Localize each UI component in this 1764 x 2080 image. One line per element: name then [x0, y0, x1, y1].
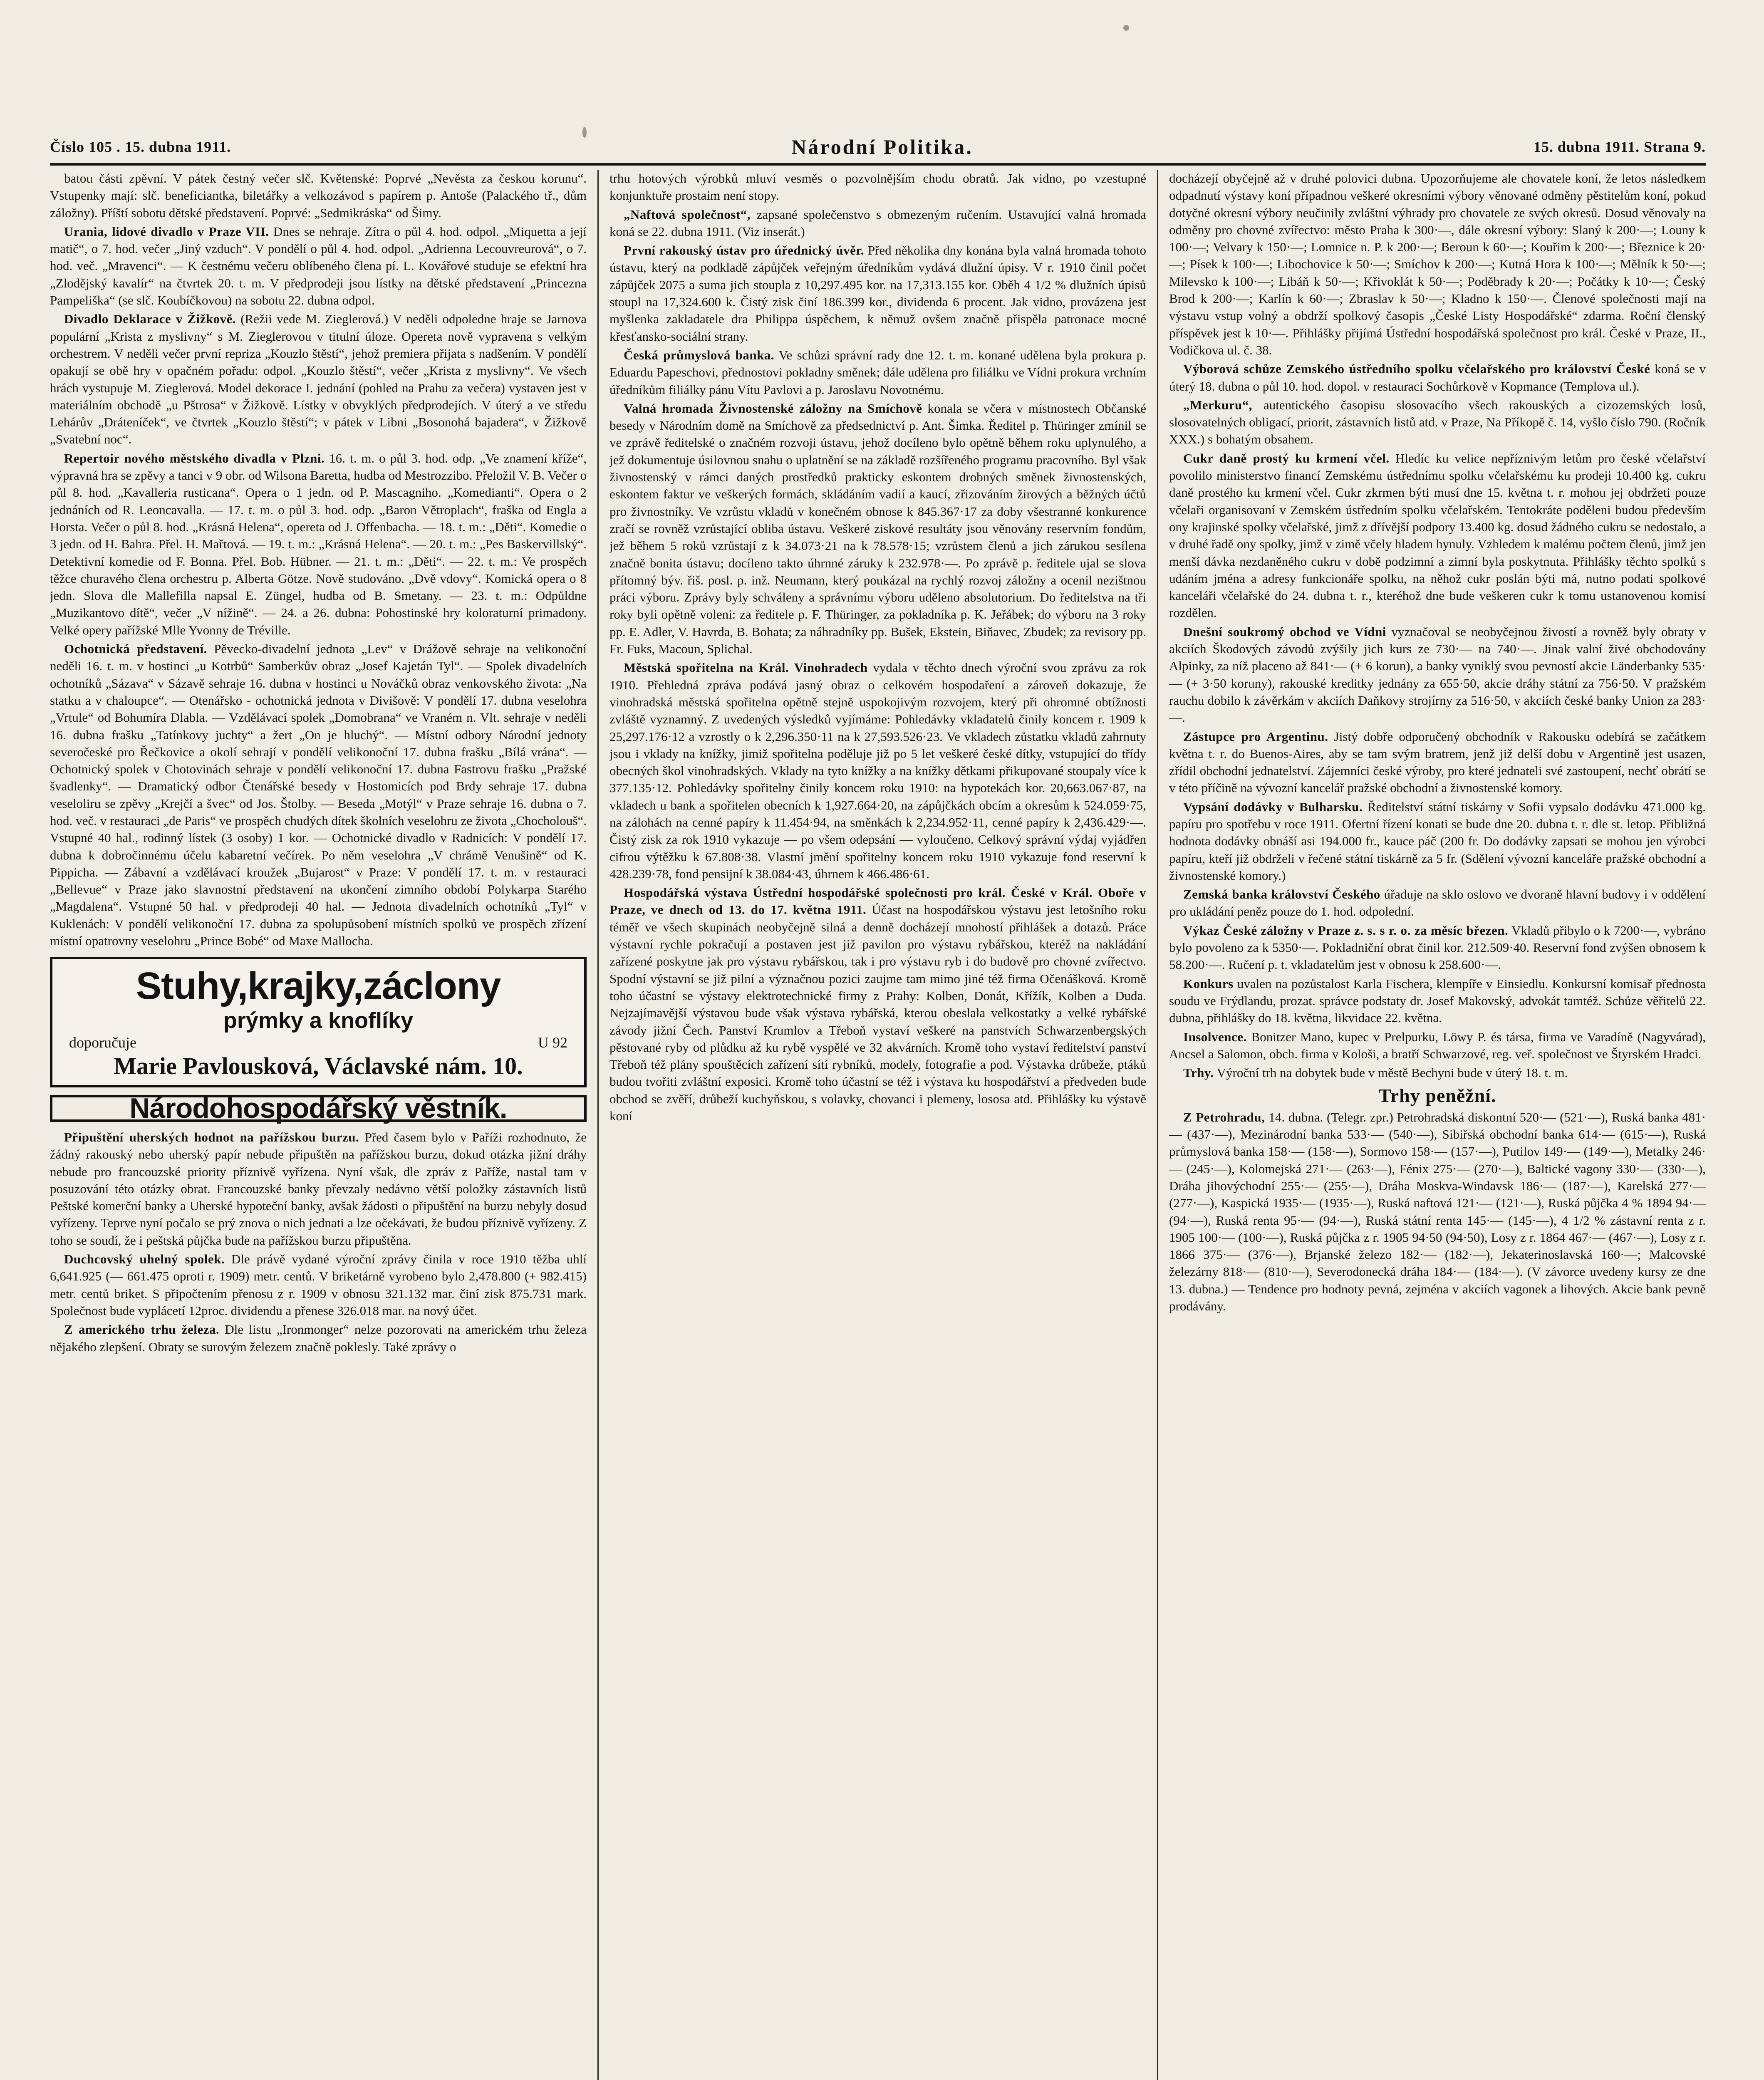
article-text: (Režii vede M. Zieglerová.) V neděli odpoledne hraje se Jarnova populární „Krista z myslivny“ s M. Zieglerovou v titulní úloze. Opereta nově vypravena s velkým orchestrem. V neděli večer první repriza „Kouzlo štěstí“, jehož premiera přijata s nadšením. V pondělí opakují se obě hry v opačném pořadu: odpol. „Kouzlo štěstí“, večer „Krista z myslivny“. Ve všech hrách vystupuje M. Zieglerová. Model dekorace I. jednání (pohled na Prahu za večera) vystaven jest v materiálním obchodě „u Pštrosa“ v Žižkově. Lístky v obvyklých předprodejích. V úterý a ve středu Lehárův „Dráteníček“, ve čtvrtek „Kouzlo štěstí“; v pátek v Libni „Bosonohá bajadera“, v Žižkově „Svatební noc“.: [50, 312, 587, 447]
article-text: Dnes se nehraje. Zítra o půl 4. hod. odpol. „Miquetta a její matič“, o 7. hod. večer „Jiný vzduch“. V pondělí o půl 4. hod. odpol. „Adrienna Lecouvreurová“, o 7. hod. več. „Mravenci“. — K čestnému večeru oblíbeného člena pí. L. Kovářové studuje se efektní hra „Zlodějský kavalír“ na čtvrtek 20. t. m. V předprodeji jsou lístky na dětské představení „Princezna Pampeliška“ (se slč. Koubíčkovou) na sobotu 22. dubna odpol.: [50, 224, 587, 308]
paper-speck: [1123, 25, 1129, 31]
article-headline: Konkurs: [1183, 976, 1234, 991]
article: [50, 223, 587, 309]
article-text: Ve schůzi správní rady dne 12. t. m. konané udělena byla prokura p. Eduardu Papeschovi, přednostovi pokladny směnek; dále udělena pro filiálku ve Vídni prokura vrchním úředníkům filiálky pánu Vítu Pavlovi a p. Jaroslavu Novotnému.: [609, 347, 1146, 397]
masthead: Národní Politika.: [791, 135, 973, 158]
article-headline: Připuštění uherských hodnot na pařížskou burzu.: [64, 1129, 359, 1144]
article: [1169, 396, 1706, 448]
article-headline: Urania, lidové divadlo v Praze VII.: [64, 224, 269, 239]
article-headline: Insolvence.: [1183, 1029, 1247, 1044]
article-text: Před časem bylo v Paříži rozhodnuto, že žádný rakouský nebo uherský papír nebude připuštěn na pařížskou burzu, dokud otázka jižní dráhy nebude pro francouzské priority příznivě vyřízena. Nyní však, dle zpráv z Paříže, nastal tam v posuzování této otázky obrat. Francouzské banky převzaly nedávno větší položky zástavních listů Peštské komerční banky a Uherské hypoteční banky, avšak žádosti o připuštění na burzu nebyly dosud vyřízeny. Teprve nyní počalo se prý znova o nich jednati a lze očekávati, že budou příznivě vyřízeny. Z toho se soudí, že i peštská půjčka bude na pařížskou burzu připuštěna.: [50, 1129, 587, 1248]
advertisement-box: [50, 957, 587, 1087]
article: [609, 347, 1146, 398]
article-headline: Valná hromada Živnostenské záložny na Smíchově: [624, 401, 922, 416]
article: [1169, 1064, 1706, 1081]
article: [50, 310, 587, 448]
header-rule: [50, 163, 1706, 166]
article-headline: Divadlo Deklarace v Žižkově.: [64, 312, 236, 327]
article-headline: Městská spořitelna na Král. Vinohradech: [624, 660, 868, 675]
ad-headline: Stuhy,krajky,záclony: [136, 965, 501, 1008]
article-headline: Z Petrohradu,: [1183, 1109, 1265, 1124]
article: [609, 659, 1146, 882]
column-rule: [597, 170, 599, 2080]
article: [1169, 450, 1706, 622]
article: [1169, 886, 1706, 920]
section-heading: Trhy peněžní.: [1378, 1085, 1496, 1107]
article-headline: Duchcovský uhelný spolek.: [64, 1252, 225, 1267]
ad-code: U 92: [538, 1034, 567, 1051]
article-headline: Hospodářská výstava Ústřední hospodářské společnosti pro král. České v Král. Oboře v Praze, ve dnech od 13. do 17. května 1911.: [609, 885, 1146, 917]
ad-address: Marie Pavlousková, Václavské nám. 10.: [114, 1052, 523, 1080]
article-text: Hledíc ku velice nepříznivým letům pro české včelařství povolilo ministerstvo financí Zemskému ústřednímu spolku včelařskému ku prodeji 10.400 kg. cukru daně prostého ku krmení včel. Cukr zkrmen býti musí dne 15. května t. r. mohou jej obdržeti pouze včelaři organisovaní v Zemském ústředním spolku včelařském. Tentokráte poděleni budou především ony krajinské spolky včelařské, jimž z dřívější podpory 13.400 kg. dosud žádného cukru se nedostalo, a v druhé řadě ony spolky, jimž v zimě včely hladem hynuly. Vzhledem k malému počtem členů, jimž jen menší dávka nezdaněného cukru v době podzimní a zimní byla poskytnuta. Přihlášky těchto spolků s udáním jména a adresy funkcionáře spolku, na něhož cukr poslán býti má, nutno podati spolkové kanceláři včelařské do 24. dubna t. r., kteréhož dne bude veškeren cukr k tomu ustanovenou komisí rozdělen.: [1169, 451, 1706, 620]
article-text: 16. t. m. o půl 3. hod. odp. „Ve znamení kříže“, výpravná hra se zpěvy a tanci v 9 obr. od Wilsona Baretta, hudba od Mestrozzibo. Přeložil V. B. Večer o půl 8. hod. „Kavalleria rusticana“. Opera o 1 jedn. od P. Mascagniho. „Komedianti“. Opera o 2 jednáních od R. Leoncavalla. — 17. t. m. o půl 3. hod. odp. „Baron Větroplach“, fraška od Engla a Horsta. Večer o půl 8. hod. „Krásná Helena“, opereta od J. Offenbacha. — 18. t. m.: „Děti“. Komedie o 3 jedn. od H. Bahra. Přel. H. Mařtová. — 19. t. m.: „Krásná Helena“. — 20. t. m.: „Pes Baskervillský“. Detektivní komedie od F. Bonna. Přel. Bob. Hübner. — 21. t. m.: „Děti“. — 22. t. m.: Ve prospěch těžce churavého člena orchestru p. Alberta Götze. Nově studováno. „Dvě vdovy“. Komická opera o 8 jedn. Slova dle Mallefilla napsal E. Züngel, hudba od B. Smetany. — 23. t. m.: Odpůldne „Muzikantovo dítě“, večer „V nížině“. — 24. a 26. dubna: Pohostinské hry koloraturní primadony. Velké opery pařížské Mlle Yvonny de Tréville.: [50, 451, 587, 637]
column-rule: [1157, 170, 1158, 2080]
column-2: [609, 170, 1146, 2080]
article-headline: Ochotnická představení.: [64, 641, 207, 656]
article-text: Jistý dobře odporučený obchodník v Rakousku odebírá se začátkem května t. r. do Buenos-Aires, aby se tam svým bratrem, jenž již delší dobu v Argentině jest usazen, zřídil obchodní jednatelství. Zájemníci české výroby, pro které jednateli své zastoupení, nechť obrátí se v této příčině na vývozní kancelář pražské obchodní a živnostenské komory.: [1169, 729, 1706, 795]
article-headline: Cukr daně prostý ku krmení včel.: [1183, 451, 1390, 466]
article-text: zapsané společenstvo s obmezeným ručením. Ustavující valná hromada koná se 22. dubna 1911. (Viz inserát.): [609, 207, 1146, 239]
article: [1169, 728, 1706, 797]
article: [1169, 798, 1706, 884]
article-text: Výroční trh na dobytek bude v městě Bechyni bude v úterý 18. t. m.: [1216, 1065, 1568, 1080]
article-text: Dle listu „Ironmonger“ nelze pozorovati na americkém trhu železa nějakého zlepšení. Obraty se surovým železem značně poklesly. Také zprávy o: [50, 1322, 587, 1354]
section-heading: Národohospodářský věstník.: [50, 1095, 587, 1122]
article-headline: Česká průmyslová banka.: [624, 347, 775, 362]
article-headline: Zástupce pro Argentinu.: [1183, 729, 1328, 744]
article-text: vydala v těchto dnech výroční svou zprávu za rok 1910. Přehledná zpráva podává jasný obraz o celkovém hospodaření a zároveň dokazuje, že vinohradská městská spořitelna opětně stejně uspokojivým rozvojem, který při ohromné obtížnosti zvláště vyznamný. Z uvedených výsledků vyjímáme: Pohledávky vkladatelů činily koncem r. 1909 k 25,297.176·12 a vzrostly o k 2,296.350·11 na k 27,593.526·23. Ve vkladech zůstatku vkladů zahrnuty jsou i vklady na knížky, jimiž spořitelna poděluje již po 5 let veškeré české dítky, vstupující do třídy obecných škol vinohradských. Vklady na tyto knížky a na knížky dětkami přikupované stoupaly více k 377.135·12. Pohledávky spořitelny činily koncem roku 1910: na hypotekách kor. 20,663.067·87, na vkladech u bank a spořitelen obecních k 1,927.664·20, na zápůjčkách obcím a okresům k 524.059·75, na zálohách na cenné papíry k 11.454·94, na směnkách k 2,234.952·11, cenné papíry k 2,436.429·—. Čistý zisk za rok 1910 vykazuje — po všem odepsání — vyloučeno. Celkový správní výdaj vyjádřen cifrou výtěžku k 67.808·38. Vlastní jmění spořitelny koncem roku 1910 vykazuje fond reservní k 428.239·78, fond pensijní k 38.084·43, úhrnem k 466.486·61.: [609, 660, 1146, 881]
article: [50, 450, 587, 639]
article-text: Ředitelství státní tiskárny v Sofii vypsalo dodávku 471.000 kg. papíru pro spotřebu v roce 1911. Ofertní řízení konati se bude dne 20. dubna t. r. dle st. letop. Přibližná hodnota dodávky obnáší asi 194.000 fr., kauce páč (200 fr. Do dodávky zapsati se mohou jen výrobci papíru, kteří již obdrželi v řečené státní tiskárně za 5 fr. (Sdělení vývozní kanceláře pražské obchodní a živnostenské komory.): [1169, 799, 1706, 883]
paper-speck: [582, 127, 587, 138]
article: [1169, 1109, 1706, 1315]
article: [609, 206, 1146, 240]
article-headline: Výkaz České záložny v Praze z. s. s r. o. za měsíc březen.: [1183, 923, 1509, 938]
header-issue: Číslo 105 . 15. dubna 1911.: [50, 139, 231, 155]
article-text: Vkladů přibylo o k 7200·—, vybráno bylo povoleno za k 5350·—. Pokladniční obrat činil kor. 212.509·40. Reservní fond zvýšen obnosem k 58.200·—. Ručení p. t. vkladatelům jest v obnosu k 258.600·—.: [1169, 923, 1706, 972]
article: [50, 1129, 587, 1249]
article-text: 14. dubna. (Telegr. zpr.) Petrohradská diskontní 520·— (521·—), Ruská banka 481·— (437·—), Mezinárodní banka 533·— (540·—), Sibiřská obchodní banka 614·— (615·—), Ruská průmyslová banka 158·— (158·—), Sormovo 158·— (157·—), Putilov 149·— (149·—), Metalky 246·— (245·—), Kolomejská 271·— (263·—), Fénix 275·— (270·—), Baltické vagony 330·— (330·—), Dráha jihovýchodní 255·— (255·—), Dráha Moskva-Windavsk 186·— (187·—), Karelská 277·— (277·—), Kaspická 1935·— (1935·—), Ruská naftová 121·— (121·—), Ruská půjčka 4 % 1894 94·— (94·—), Ruská renta 95·— (94·—), Ruská státní renta 145·— (145·—), 4 1/2 % zástavní renta z r. 1905 100·— (100·—), Ruská půjčka z r. 1905 94·50 (94·50), Losy z r. 1864 467·— (467·—), Losy z r. 1866 375·— (376·—), Brjanské železo 182·— (182·—), Jekaterinoslavská 160·—; Malcovské železárny 818·— (810·—), Severodonecká dráha 184·— (184·—). (V závorce uvedeny kursy ze dne 13. dubna.) — Tendence pro hodnoty pevná, zejména v akciích vagonek a lihových. Akcie bank pevně prodávány.: [1169, 1109, 1706, 1313]
article-headline: Dnešní soukromý obchod ve Vídni: [1183, 624, 1386, 639]
article-text: Před několika dny konána byla valná hromada tohoto ústavu, který na podkladě zápůjček veřejným úředníkům vydává dlužní úpisy. V r. 1910 činil počet zápůjček 2075 a suma jich stoupla z 10,297.495 kor. na 17,313.155 kor. Oběh 4 1/2 % dlužních úpisů stoupl na 17,324.600 k. Čistý zisk činí 186.399 kor., dividenda 6 procent. Jak vidno, provázena jest myšlenka zakladatele dra Philippa úspěchem, k němuž ovšem značně přispěla patronace mocné křesťansko-sociální strany.: [609, 243, 1146, 344]
article-headline: Trhy.: [1183, 1065, 1214, 1080]
article: [1169, 922, 1706, 973]
header-date-page: 15. dubna 1911. Strana 9.: [1533, 139, 1706, 155]
ad-subline: prýmky a knoflíky: [223, 1008, 414, 1033]
article-text: Dle právě vydané výroční zprávy činila v roce 1910 těžba uhlí 6,641.925 (— 661.475 oproti r. 1909) metr. centů. V briketárně vyrobeno bylo 2,478.800 (+ 982.415) metr. centů briket. S připočtením přenosu z r. 1909 v obnosu 321.132 mar. činí zisk 875.731 mark. Společnost bude vyplácetí 12proc. dividendu a přenese 326.018 mar. na nový účet.: [50, 1252, 587, 1318]
article-text: Pěvecko-divadelní jednota „Lev“ v Drážově sehraje na velikonoční neděli 16. t. m. v hostinci „u Kotrbů“ Samberkův obraz „Josef Kajetán Tyl“. — Spolek divadelních ochotníků „Sázava“ v Sázavě sehraje 16. dubna v hostinci u Nováčků obraz venkovského života: „Na statku a v chaloupce“. — Otenářsko - ochotnická jednota v Divišově: V pondělí 17. dubna veselohra „Vrtule“ od Bohumíra Dlabla. — Vzdělávací spolek „Domobrana“ ve Vraném n. Vlt. sehraje v neděli 16. dubna frašku „Tatínkovy juchty“ a žert „On je hluchý“. — Místní odbory Národní jednoty severočeské pro Řečkovice a okolí sehrají v pondělí velikonoční 17. dubna frašku „Bílá vrána“. — Ochotnický spolek v Chotovinách sehraje v pondělí velikonoční 17. dubna Fastrovu frašku „Pražské švadlenky“. — Dramatický odbor Čtenářské besedy v Hostomicích pod Brdy sehraje 17. dubna veseloliru se zpěvy „Krejčí a švec“ od Jos. Štolby. — Beseda „Motýl“ v Praze sehraje 16. dubna o 7. hod. več. v restauraci „de Paris“ ve prospěch chudých dítek školních veselohru ze života „Chocholouš“. Vstupné 40 hal., rodinný lístek (3 osoby) 1 kor. — Ochotnické divadlo v Radnicích: V pondělí 17. dubna k dobročinnému účelu kabaretní večírek. Po něm veselohra „V chrámě Venušině“ od K. Pippicha. — Zábavní a vzdělávací kroužek „Bujarost“ v Praze: V pondělí 17. t. m. v restauraci „Bellevue“ v Praze jako slavnostní představení na ukončení zimního období Polykarpa Starého „Magdalena“. Vstupné 50 hal. v předprodeji 40 hal. — Jednota divadelních ochotníků „Tyl“ v Kuklenách: V pondělí velikonoční 17. dubna za spolupůsobení místních spolků ve prospěch zřízení místní opatrovny veselohru „Prince Bobé“ od Maxe Mallocha.: [50, 641, 587, 948]
article-headline: Zemská banka království Českého: [1183, 887, 1380, 902]
article: [1169, 1028, 1706, 1063]
article-headline: „Merkuru“,: [1183, 397, 1253, 412]
article-headline: První rakouský ústav pro úřednický úvěr.: [624, 243, 865, 258]
column-1: [50, 170, 587, 2080]
article-text: úřaduje na sklo oslovo ve dvoraně hlavní budovy i v oddělení pro ukládání peněz pouze do 1. hod. odpolední.: [1169, 887, 1706, 919]
article-text: trhu hotových výrobků mluví vesměs o pozvolnějším chodu obratů. Jak vidno, po vzestupné konjunktuře prostaim není stopy.: [609, 171, 1146, 203]
article: [50, 1321, 587, 1355]
article: [1169, 623, 1706, 726]
article-headline: Vypsání dodávky v Bulharsku.: [1183, 799, 1363, 814]
article-text: autentického časopisu slosovacího všech rakouských a cizozemských losů, slosovatelných obligací, priorit, zástavních listů atd. v Praze, Na Příkopě č. 14, vyšlo číslo 790. (Ročník XXX.) s bohatým obsahem.: [1169, 397, 1706, 447]
article: [50, 1250, 587, 1319]
article-headline: Repertoir nového městského divadla v Plzni.: [64, 451, 325, 466]
ad-recommend-row: [57, 1034, 580, 1051]
article: [1169, 975, 1706, 1027]
article-headline: Z amerického trhu železa.: [64, 1322, 220, 1337]
column-3: [1169, 170, 1706, 2080]
article: [1169, 360, 1706, 395]
article-text: docházejí obyčejně až v druhé polovici dubna. Upozorňujeme ale chovatele koní, že letos následkem odpadnutí výstavy koní případnou veškeré okresními výbory věnované odměny pěstitelům koní, pokud dotyčné okresní výbory neučinily zvláštní výhrady pro chovatele ze svých okresů. Dosud věnovaly na odměny pro chovné zvířectvo: město Praha k 300·—, dále okresní výbory: Slaný k 200·—; Louny k 100·—; Velvary k 150·—; Lomnice n. P. k 200·—; Beroun k 60·—; Kouřim k 200·—; Březnice k 20·—; Písek k 100·—; Libochovice k 50·—; Smíchov k 200·—; Kutná Hora k 100·—; Mělník k 50·—; Milevsko k 100·—; Libáň k 50·—; Křivoklát k 50·—; Poděbrady k 20·—; Počátky k 10·—; Český Brod k 200·—; Karlín k 60·—; Zbraslav k 50·—; Kladno k 150·—. Členové společnosti mají na výstavu vstup volný a obdrží spolkový časopis „České Listy Hospodářské“ zdarma. Roční členský příspěvek jest k 10·—. Přihlášky přijímá Ústřední hospodářská společnost pro král. České v Praze, II., Vodičkova ul. č. 38.: [1169, 171, 1706, 357]
article-text: koná se v úterý 18. dubna o půl 10. hod. dopol. v restauraci Sochůrkově v Kopmance (Templova ul.).: [1169, 362, 1706, 394]
ad-recommend: doporučuje: [69, 1034, 136, 1051]
article-text: batou části zpěvní. V pátek čestný večer slč. Květenské: Poprvé „Nevěsta za českou korunu“. Vstupenky mají: slč. beneficiantka, biletářky a velkozávod s papírem p. Antoše (Palackého tř., dům záložny). Příští sobotu dětské představení. Poprvé: „Sedmikráska“ od Šimy.: [50, 171, 587, 220]
article-headline: Výborová schůze Zemského ústředního spolku včelařského pro království České: [1183, 362, 1650, 376]
article-text: Bonitzer Mano, kupec v Prelpurku, Löwy P. és társa, firma ve Varadíně (Nagyvárad), Ancsel a Salomon, obch. firma v Kološi, a bratří Schwarzové, reg. veř. společnost ve Štyrském Hradci.: [1169, 1029, 1706, 1061]
article: [609, 884, 1146, 1124]
article-text: vyznačoval se neobyčejnou živostí a rovněž byly obraty v akciích Škodových závodů zvýšily jich kurs ze 730·— na 740·—. Jinak valní živé obchodovány Alpinky, za níž placeno až 841·— (+ 6 korun), a banky vyniklý svou pevností akcie Länderbanky 535·— (+ 3·50 koruny), rakouské kreditky jednány za 655·50, akcie dráhy státní za 756·50. V pražském rauchu dobilo k závěrkám v akciích Daňkovy strojírny za 516·50, v akciích české banky Union za 283·—.: [1169, 624, 1706, 725]
article: [609, 400, 1146, 657]
article-headline: „Naftová společnost“,: [624, 207, 751, 222]
page-header: [50, 132, 1706, 161]
article: [50, 640, 587, 949]
article-text: konala se včera v místnostech Občanské besedy v Národním domě na Smíchově za předsednictví p. Ant. Šimka. Ředitel p. Thüringer zmínil se ve zprávě ředitelské o značném rozvoji ústavu, jehož docíleno bylo opětně během roku uplynulého, a jež dokumentuje úsilovnou snahu o uplatnění se na základě rozšířeného programu pracovního. Byl však živnostenský v rámci daných prostředků prakticky eskontem drobných směnek živnostenských, eskontem faktur ve veškerých formách, skládáním vadií a kaucí, zřizováním žirových a běžných účtů pro živnostníky. Ve vzrůstu vkladů v konečném obnose k 845.367·17 za doby všestranné konkurence zračí se rovněž vzrůstající obliba ústavu. Veškeré ziskové resultáty jsou věnovány reservním fondům, jež během 5 roků vzrůstají z k 34.073·21 na k 78.578·15; vzrůstem členů a jich zárukou sesílena značně bonita ústavu; docíleno takto úhrnné záruky k 232.978·—. Po zprávě p. ředitele ujal se slova přítomný býv. řiš. posl. p. inž. Neumann, který poukázal na rychlý rozvoj záložny a ocenil nezištnou práci výboru. Zprávy byly schváleny a správnímu výboru uděleno absolutorium. Do ředitelstva na tři roky byli opětně voleni: za ředitele p. F. Thüringer, za pokladníka p. K. Jeřábek; do výboru na 3 roky pp. E. Adler, V. Havrda, B. Bohata; za náhradníky pp. Bušek, Ekstein, Biňavec, Zbudek; za revisory pp. Fr. Fuks, Macoun, Splichal.: [609, 401, 1146, 656]
article-text: uvalen na pozůstalost Karla Fischera, klempíře v Einsiedlu. Konkursní komisař přednosta soudu ve Frýdlandu, prozat. správce podstaty dr. Josef Makovský, advokát tamtéž. Schůze věřitelů 22. dubna, přihlášky do 18. května, likvidace 22. května.: [1169, 976, 1706, 1025]
article: [609, 242, 1146, 345]
article-text: Účast na hospodářskou výstavu jest letošního roku téměř ve všech skupinách neobyčejně silná a denně docházejí mnohostí přihlášek a dotazů. Práce výstavní rychle pokračují a postaven jest již pavilon pro výstavu rybářskou, kteréž na nakládání zařízené poskytne jak pro výstavu rybářskou, tak i pro výstavu ryb i do budově pro chovné zvířectvo. Spodní výstavní se již pilní a význačnou pozici zaujme tam mimo jiné též firma Očenášková. Kromě toho účastní se výstavy elektrotechnické firmy z Prahy: Kolben, Donát, Křížík, Kolben a Duda. Nejzajímavější výstavou bude však výstava rybářská, kterou obeslala velkostatky a velké rybářské závody jižní Čech. Panství Krumlov a Třeboň vystaví veškeré na panstvích Schwarzenbergských pěstované ryby od plůdku až ku rybě vyspělé ve 32 akvárních. Kromě toho vystaví ředitelství panství Třeboň též plány spouštěcích zařízení sítí rybníků, modely, fotografie a pod. Výstavka drůbeže, ptáků budou tvořiti zvláštní exposici. Kromě toho účastní se též i výstava ku hospodářství a předveden bude obchod se zvěří, drůbeží kuchyňskou, s volavky, chovanci i plemeny, lososa atd. Přihlášky ku výstavě koní: [609, 902, 1146, 1124]
